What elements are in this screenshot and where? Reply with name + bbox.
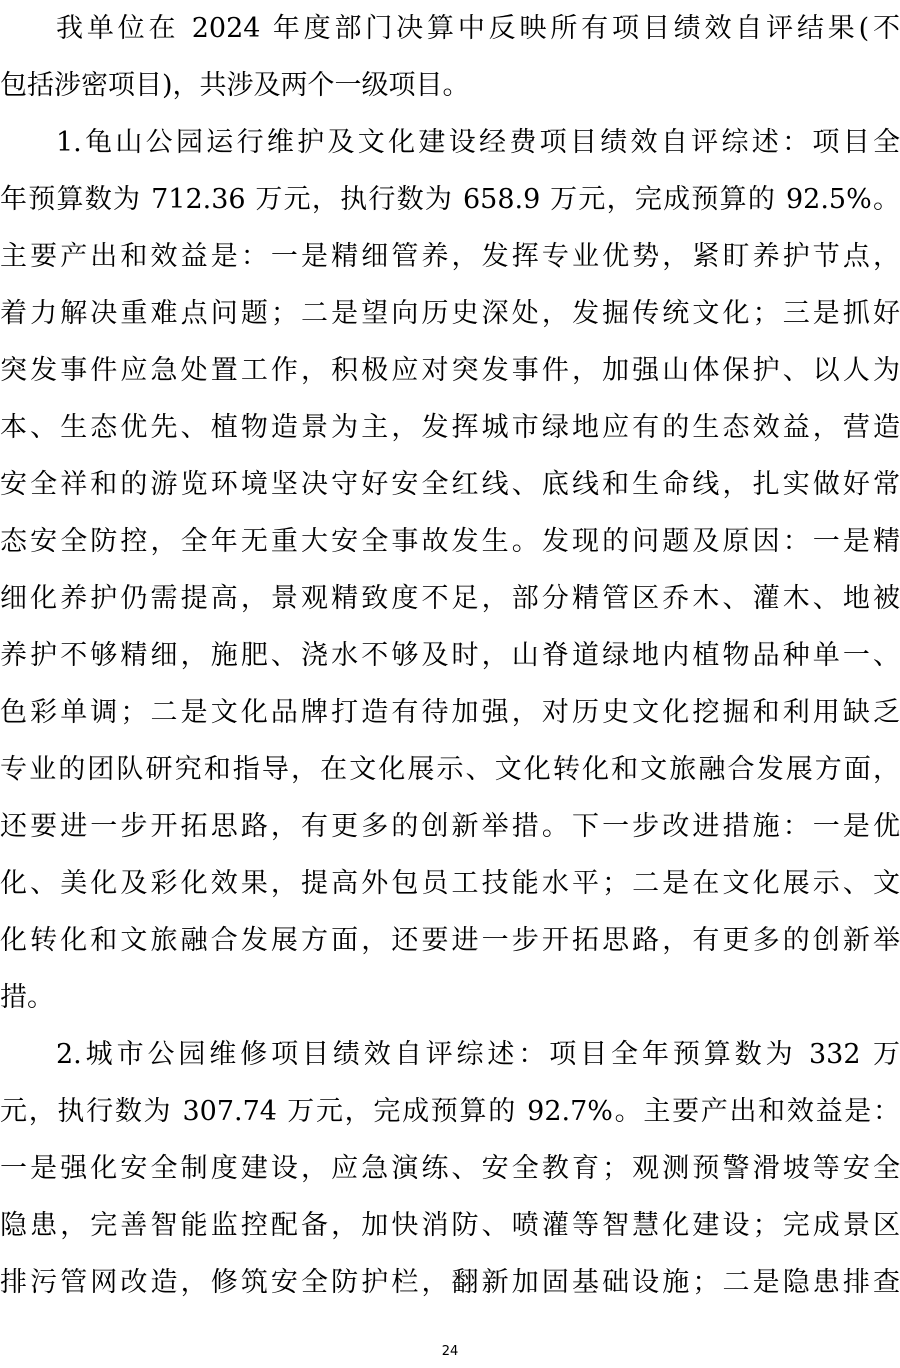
page-number: 24	[441, 1344, 459, 1359]
text-line: 安全祥和的游览环境坚决守好安全红线、底线和生命线，扎实做好常	[0, 469, 900, 500]
text-line: 措。	[0, 982, 54, 1013]
text-line: 还要进一步开拓思路，有更多的创新举措。下一步改进措施：一是优	[0, 811, 900, 842]
text-line: 着力解决重难点问题；二是望向历史深处，发掘传统文化；三是抓好	[0, 298, 900, 329]
text-line: 态安全防控，全年无重大安全事故发生。发现的问题及原因：一是精	[0, 526, 900, 557]
text-line: 细化养护仍需提高，景观精致度不足，部分精管区乔木、灌木、地被	[0, 583, 900, 614]
text-line: 一是强化安全制度建设，应急演练、安全教育；观测预警滑坡等安全	[0, 1153, 900, 1184]
text-line: 专业的团队研究和指导，在文化展示、文化转化和文旅融合发展方面，	[0, 754, 900, 785]
text-line: 年预算数为 712.36 万元，执行数为 658.9 万元，完成预算的 92.5%。	[0, 184, 900, 215]
text-line: 突发事件应急处置工作，积极应对突发事件，加强山体保护、以人为	[0, 355, 900, 386]
text-line: 养护不够精细，施肥、浇水不够及时，山脊道绿地内植物品种单一、	[0, 640, 900, 671]
text-line: 本、生态优先、植物造景为主，发挥城市绿地应有的生态效益，营造	[0, 412, 900, 443]
text-line: 排污管网改造，修筑安全防护栏，翻新加固基础设施；二是隐患排查	[0, 1267, 900, 1298]
text-line: 化转化和文旅融合发展方面，还要进一步开拓思路，有更多的创新举	[0, 925, 900, 956]
text-line: 1.龟山公园运行维护及文化建设经费项目绩效自评综述：项目全	[56, 127, 900, 158]
text-line: 包括涉密项目)，共涉及两个一级项目。	[0, 70, 470, 101]
text-line: 色彩单调；二是文化品牌打造有待加强，对历史文化挖掘和利用缺乏	[0, 697, 900, 728]
text-line: 化、美化及彩化效果，提高外包员工技能水平；二是在文化展示、文	[0, 868, 900, 899]
text-line: 隐患，完善智能监控配备，加快消防、喷灌等智慧化建设；完成景区	[0, 1210, 900, 1241]
text-line: 元，执行数为 307.74 万元，完成预算的 92.7%。主要产出和效益是：	[0, 1096, 900, 1127]
text-line: 我单位在 2024 年度部门决算中反映所有项目绩效自评结果(不	[56, 13, 900, 44]
text-line: 2.城市公园维修项目绩效自评综述：项目全年预算数为 332 万	[56, 1039, 900, 1070]
text-line: 主要产出和效益是：一是精细管养，发挥专业优势，紧盯养护节点，	[0, 241, 900, 272]
